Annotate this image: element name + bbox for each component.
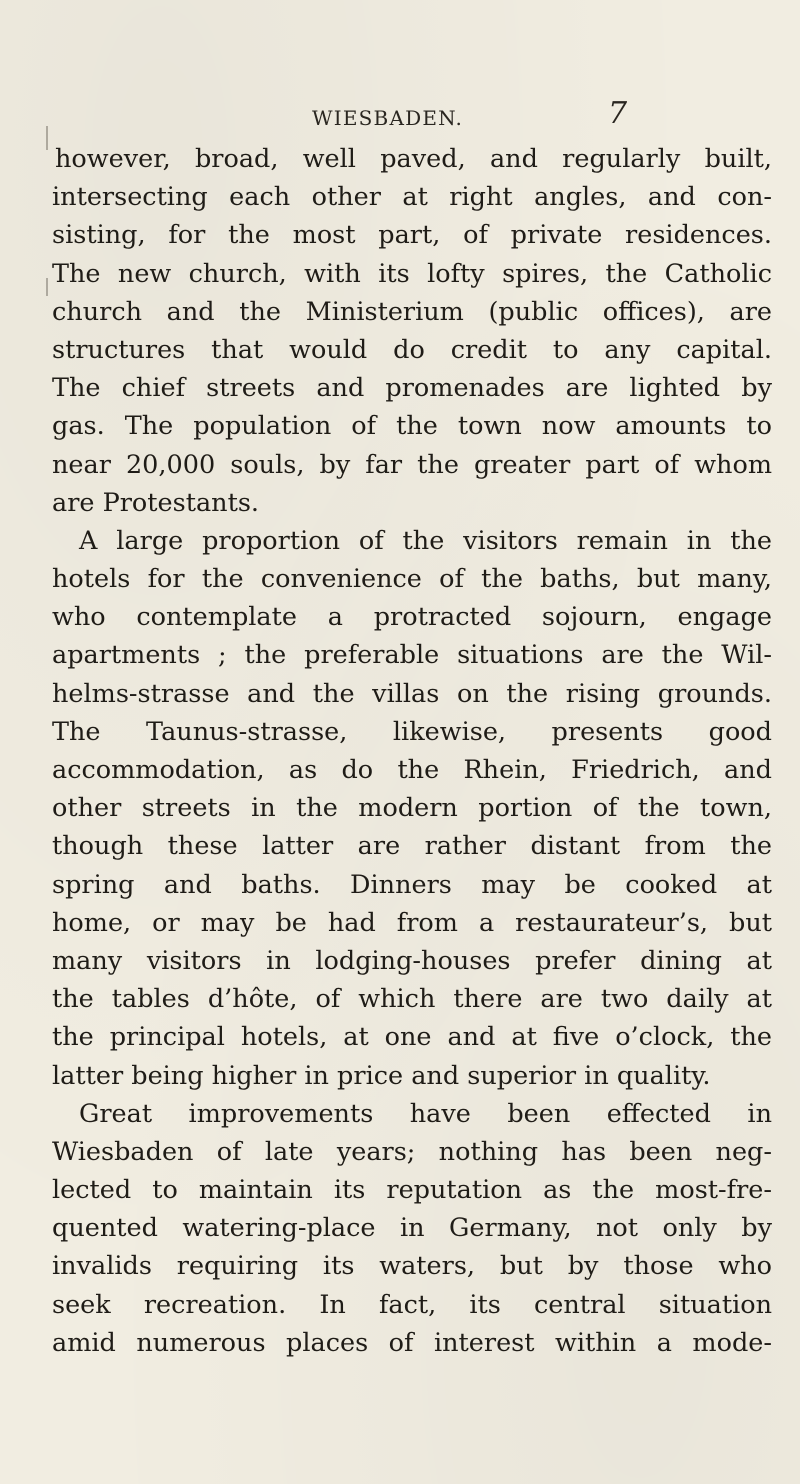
paragraph-2 bbox=[52, 522, 772, 1095]
text-line: sisting, for the most part, of private residences. bbox=[52, 220, 772, 251]
text-line: who contemplate a protracted sojourn, engage bbox=[52, 602, 772, 633]
text-line: hotels for the convenience of the baths, but many, bbox=[52, 564, 772, 595]
text-line: the principal hotels, at one and at five o’clock, the bbox=[52, 1022, 772, 1053]
text-line: are Protestants. bbox=[52, 487, 260, 518]
text-line: invalids requiring its waters, but by those who bbox=[52, 1251, 772, 1282]
text-line: however, broad, well paved, and regularly built, bbox=[55, 144, 772, 174]
paragraph-1 bbox=[52, 140, 772, 522]
text-line: accommodation, as do the Rhein, Friedrich, and bbox=[52, 755, 772, 785]
text-line: The Taunus-strasse, likewise, presents good bbox=[52, 716, 772, 747]
text-line: gas. The population of the town now amounts to bbox=[52, 411, 772, 442]
text-line: the tables d’hôte, of which there are two daily at bbox=[52, 984, 772, 1015]
text-line: structures that would do credit to any capital. bbox=[52, 334, 772, 365]
text-line: other streets in the modern portion of the town, bbox=[52, 793, 772, 824]
text-line: intersecting each other at right angles, and con- bbox=[52, 182, 772, 213]
paragraph-3 bbox=[52, 1095, 772, 1362]
text-line: though these latter are rather distant from the bbox=[52, 831, 772, 862]
running-head-title: WIESBADEN. bbox=[312, 106, 464, 130]
page-number: 7 bbox=[608, 96, 628, 131]
text-line: A large proportion of the visitors remain in the bbox=[79, 525, 772, 556]
text-line: near 20,000 souls, by far the greater part of whom bbox=[52, 449, 772, 480]
running-head bbox=[0, 96, 800, 136]
text-line: helms-strasse and the villas on the rising grounds. bbox=[52, 678, 772, 709]
text-line: latter being higher in price and superior in quality. bbox=[52, 1060, 711, 1091]
body-text bbox=[52, 140, 772, 1362]
text-line: The new church, with its lofty spires, the Catholic bbox=[52, 258, 772, 289]
text-line: apartments ; the preferable situations are the Wil- bbox=[52, 640, 772, 671]
text-line: amid numerous places of interest within a mode- bbox=[52, 1327, 772, 1358]
text-line: many visitors in lodging-houses prefer dining at bbox=[52, 945, 772, 976]
text-line: lected to maintain its reputation as the most-fre- bbox=[52, 1175, 772, 1206]
margin-mark bbox=[46, 278, 48, 296]
margin-mark bbox=[46, 126, 48, 150]
text-line: The chief streets and promenades are lighted by bbox=[52, 373, 772, 404]
text-line: Wiesbaden of late years; nothing has been neg- bbox=[52, 1136, 772, 1167]
text-line: seek recreation. In fact, its central situation bbox=[52, 1289, 772, 1320]
text-line: church and the Ministerium (public offices), are bbox=[52, 296, 772, 327]
text-line: quented watering-place in Germany, not only by bbox=[52, 1213, 772, 1244]
text-line: spring and baths. Dinners may be cooked at bbox=[52, 869, 772, 900]
text-line: home, or may be had from a restaurateur’s, but bbox=[52, 907, 772, 938]
text-line: Great improvements have been effected in bbox=[79, 1098, 772, 1129]
